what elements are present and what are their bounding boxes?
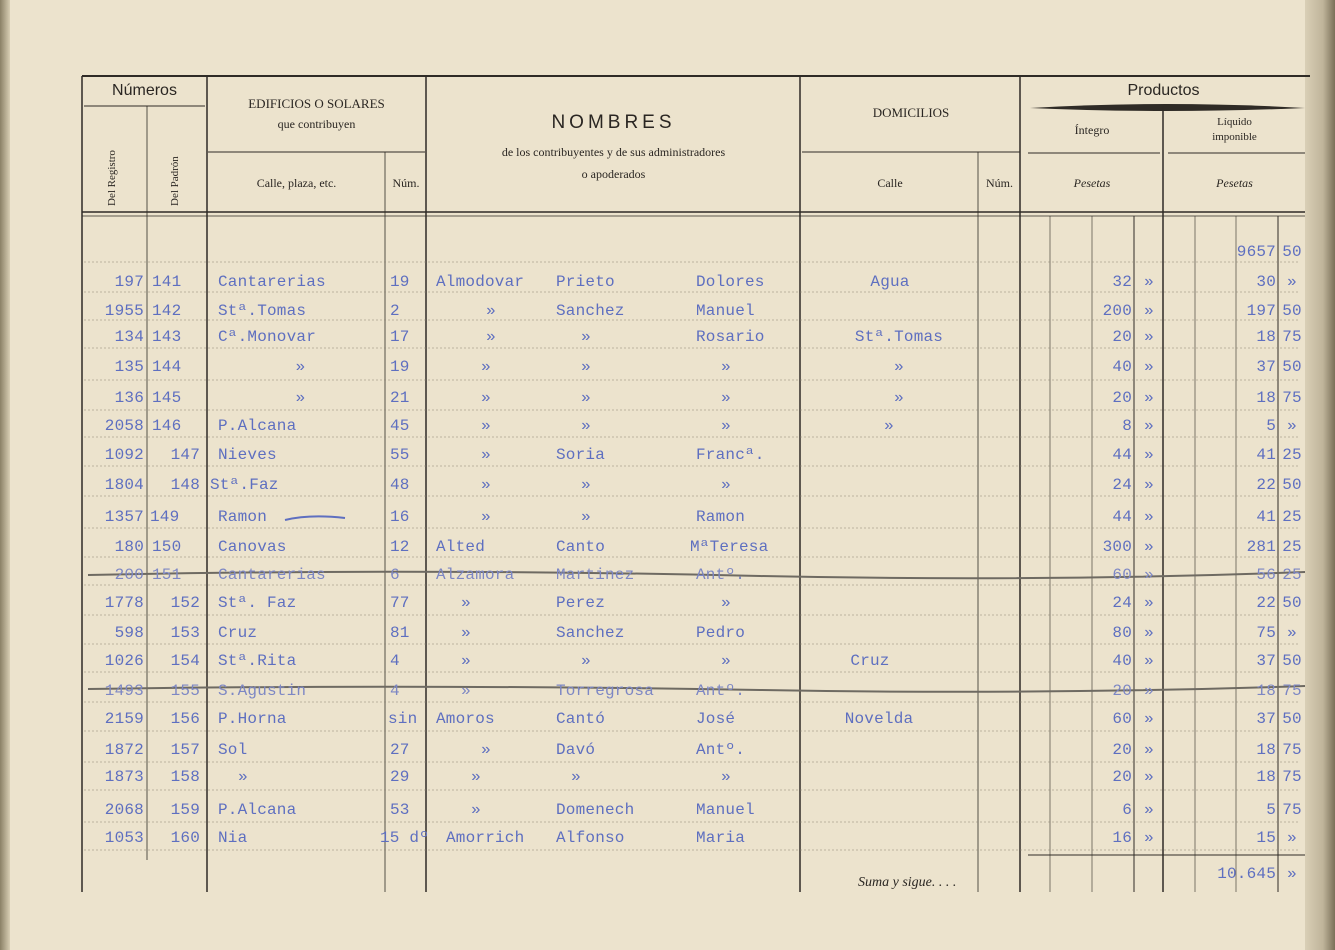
cell-apellido2: Sanchez <box>556 624 625 642</box>
cell-integro: 20 <box>1112 328 1132 346</box>
header-pesetas-integro: Pesetas <box>1073 176 1111 190</box>
cell-registro: 1026 <box>104 652 144 670</box>
cell-liquido: 30 <box>1256 273 1276 291</box>
cell-registro: 1053 <box>104 829 144 847</box>
header-que-contribuyen: que contribuyen <box>277 117 356 131</box>
cell-integro: 60 <box>1112 566 1132 584</box>
cell-nombre: Rosario <box>696 328 765 346</box>
header-num-domicilio: Núm. <box>986 176 1013 190</box>
cell-liquido-cents: 75 <box>1282 801 1302 819</box>
cell-liquido-cents: 50 <box>1282 594 1302 612</box>
cell-registro: 1873 <box>104 768 144 786</box>
cell-liquido-cents: 50 <box>1282 302 1302 320</box>
cell-num: 21 <box>390 389 410 407</box>
header-calle-plaza: Calle, plaza, etc. <box>256 176 337 190</box>
cell-padron: 147 <box>170 446 200 464</box>
cell-padron: 142 <box>152 302 182 320</box>
cell-padron: 155 <box>170 682 200 700</box>
cell-liquido-cents: 25 <box>1282 446 1302 464</box>
cell-padron: 159 <box>170 801 200 819</box>
cell-registro: 136 <box>114 389 144 407</box>
cell-integro-cents: » <box>1144 446 1154 464</box>
cell-domicilio: Stª.Tomas <box>854 328 944 346</box>
cell-padron: 160 <box>170 829 200 847</box>
cell-nombre: Ramon <box>696 508 746 526</box>
cell-padron: 144 <box>152 358 182 376</box>
cell-calle: S.Agustin <box>218 682 307 700</box>
cell-nombre: Manuel <box>696 302 755 320</box>
cell-integro-cents: » <box>1144 273 1154 291</box>
cell-padron: 151 <box>152 566 182 584</box>
cell-domicilio: » <box>894 389 904 407</box>
cell-apellido1: » <box>471 801 481 819</box>
cell-padron: 149 <box>150 508 180 526</box>
cell-nombre: » <box>721 476 731 494</box>
cell-apellido2: Prieto <box>556 273 615 291</box>
cell-num: 53 <box>390 801 410 819</box>
cell-apellido1: » <box>486 328 496 346</box>
cell-liquido: 5 <box>1266 417 1276 435</box>
header-edificios: EDIFICIOS O SOLARES <box>248 96 385 111</box>
cell-calle: Nia <box>218 829 248 847</box>
cell-num: 45 <box>390 417 410 435</box>
cell-integro-cents: » <box>1144 652 1154 670</box>
header-imponible: imponible <box>1212 131 1257 143</box>
cell-integro: 20 <box>1112 682 1132 700</box>
cell-integro-cents: » <box>1144 389 1154 407</box>
cell-liquido-cents: » <box>1287 417 1297 435</box>
header-del-registro: Del Registro <box>106 150 118 206</box>
cell-apellido1: » <box>461 682 471 700</box>
cell-calle: Stª.Tomas <box>218 302 307 320</box>
cell-integro-cents: » <box>1144 328 1154 346</box>
cell-liquido: 281 <box>1246 538 1276 556</box>
cell-calle: P.Horna <box>218 710 287 728</box>
header-contribuyentes: de los contribuyentes y de sus administradores <box>501 145 726 159</box>
cell-padron: 153 <box>170 624 200 642</box>
cell-apellido2: Sanchez <box>556 302 625 320</box>
cell-registro: 1955 <box>104 302 144 320</box>
cell-integro: 20 <box>1112 389 1132 407</box>
cell-liquido: 18 <box>1256 682 1276 700</box>
cell-num: sin <box>388 710 418 728</box>
cell-apellido2: » <box>581 476 591 494</box>
cell-calle: » <box>295 389 306 407</box>
cell-apellido1: » <box>471 768 481 786</box>
cell-padron: 141 <box>152 273 182 291</box>
cell-num: 19 <box>390 358 410 376</box>
cell-apellido2: Torregrosa <box>556 682 655 700</box>
cell-nombre: Maria <box>696 829 746 847</box>
cell-padron: 157 <box>170 741 200 759</box>
cell-apellido1: Amorrich <box>446 829 525 847</box>
cell-liquido-cents: 50 <box>1282 710 1302 728</box>
cell-registro: 180 <box>114 538 144 556</box>
cell-padron: 150 <box>152 538 182 556</box>
cell-apellido2: » <box>581 328 591 346</box>
cell-integro: 44 <box>1112 508 1132 526</box>
total-pesetas: 10.645 <box>1217 865 1276 883</box>
cell-calle: Cantarerias <box>218 566 326 584</box>
cell-apellido1: Almodovar <box>436 273 525 291</box>
cell-integro-cents: » <box>1144 594 1154 612</box>
cell-integro-cents: » <box>1144 741 1154 759</box>
cell-integro: 16 <box>1112 829 1132 847</box>
cell-integro-cents: » <box>1144 417 1154 435</box>
cell-num: 4 <box>390 652 400 670</box>
cell-calle: Nieves <box>218 446 277 464</box>
cell-apellido2: Martinez <box>556 566 635 584</box>
header-domicilios: DOMICILIOS <box>872 105 950 120</box>
cell-liquido: 22 <box>1256 476 1276 494</box>
cell-liquido-cents: 50 <box>1282 476 1302 494</box>
cell-calle: Cruz <box>218 624 258 642</box>
cell-integro: 200 <box>1102 302 1132 320</box>
cell-registro: 1493 <box>104 682 144 700</box>
cell-liquido-cents: 50 <box>1282 358 1302 376</box>
cell-integro-cents: » <box>1144 801 1154 819</box>
cell-integro-cents: » <box>1144 358 1154 376</box>
cell-num: 77 <box>390 594 410 612</box>
cell-integro-cents: » <box>1144 476 1154 494</box>
cell-registro: 1092 <box>104 446 144 464</box>
cell-integro-cents: » <box>1144 682 1154 700</box>
cell-calle: » <box>238 768 248 786</box>
cell-calle: Canovas <box>218 538 287 556</box>
cell-integro: 24 <box>1112 594 1132 612</box>
cell-liquido: 56 <box>1256 566 1276 584</box>
cell-registro: 200 <box>114 566 144 584</box>
cell-domicilio: Novelda <box>844 710 914 728</box>
cell-liquido: 75 <box>1256 624 1276 642</box>
cell-integro-cents: » <box>1144 566 1154 584</box>
cell-calle: » <box>295 358 306 376</box>
carried-total-pesetas: 9657 <box>1236 243 1276 261</box>
cell-apellido1: » <box>461 624 471 642</box>
cell-liquido-cents: 25 <box>1282 538 1302 556</box>
cell-integro: 40 <box>1112 358 1132 376</box>
cell-nombre: Antº. <box>696 682 746 700</box>
cell-liquido-cents: » <box>1287 624 1297 642</box>
header-pesetas-liquido: Pesetas <box>1216 176 1253 190</box>
cell-liquido-cents: 75 <box>1282 741 1302 759</box>
cell-apellido2: Cantó <box>556 710 606 728</box>
cell-registro: 2159 <box>104 710 144 728</box>
cell-apellido2: » <box>571 768 581 786</box>
header-numeros: Números <box>112 82 177 99</box>
cell-nombre: » <box>721 358 731 376</box>
cell-integro-cents: » <box>1144 538 1154 556</box>
cell-registro: 1357 <box>104 508 144 526</box>
total-cents: » <box>1287 865 1297 883</box>
cell-num: 81 <box>390 624 410 642</box>
cell-apellido1: » <box>481 508 491 526</box>
cell-num: 4 <box>390 682 400 700</box>
suma-y-sigue: Suma y sigue. . . . <box>858 875 957 890</box>
cell-padron: 152 <box>170 594 200 612</box>
cell-num: 6 <box>390 566 400 584</box>
header-calle: Calle <box>877 176 903 190</box>
cell-integro: 80 <box>1112 624 1132 642</box>
cell-liquido-cents: 25 <box>1282 508 1302 526</box>
cell-calle: Sol <box>218 741 248 759</box>
cell-nombre: » <box>721 417 731 435</box>
cell-apellido2: Domenech <box>556 801 635 819</box>
cell-liquido-cents: » <box>1287 273 1297 291</box>
cell-liquido: 22 <box>1256 594 1276 612</box>
cell-registro: 2068 <box>104 801 144 819</box>
header-apoderados: o apoderados <box>581 167 646 181</box>
cell-liquido-cents: 25 <box>1282 566 1302 584</box>
cell-calle: Stª.Rita <box>218 652 297 670</box>
cell-nombre: José <box>696 710 736 728</box>
cell-integro: 300 <box>1102 538 1132 556</box>
cell-liquido-cents: » <box>1287 829 1297 847</box>
cell-num: 16 <box>390 508 410 526</box>
cell-integro: 6 <box>1122 801 1132 819</box>
cell-nombre: » <box>721 768 731 786</box>
cell-liquido: 41 <box>1256 508 1276 526</box>
cell-nombre: Antº. <box>696 741 746 759</box>
cell-liquido: 18 <box>1256 741 1276 759</box>
cell-nombre: » <box>721 594 731 612</box>
cell-domicilio: Cruz <box>850 652 890 670</box>
cell-registro: 135 <box>114 358 144 376</box>
header-num-edificio: Núm. <box>392 176 420 190</box>
header-nombres: NOMBRES <box>551 112 676 133</box>
cell-apellido1: Alted <box>436 538 486 556</box>
cell-nombre: Francª. <box>696 446 765 464</box>
cell-calle: P.Alcana <box>218 801 297 819</box>
cell-liquido-cents: 75 <box>1282 768 1302 786</box>
cell-num: 12 <box>390 538 410 556</box>
cell-apellido1: Amoros <box>436 710 495 728</box>
cell-nombre: » <box>721 389 731 407</box>
cell-registro: 1778 <box>104 594 144 612</box>
cell-calle: Stª. Faz <box>218 594 297 612</box>
cell-liquido-cents: 50 <box>1282 652 1302 670</box>
cell-calle: Stª.Faz <box>210 476 279 494</box>
cell-padron: 156 <box>170 710 200 728</box>
cell-apellido2: Davó <box>556 741 596 759</box>
cell-liquido: 197 <box>1246 302 1276 320</box>
cell-liquido: 15 <box>1256 829 1276 847</box>
cell-calle: Ramon <box>218 508 268 526</box>
cell-integro: 20 <box>1112 741 1132 759</box>
cell-apellido1: » <box>481 741 491 759</box>
cell-nombre: Pedro <box>696 624 746 642</box>
cell-nombre: » <box>721 652 731 670</box>
header-del-padron: Del Padrón <box>169 156 181 206</box>
cell-integro: 32 <box>1112 273 1132 291</box>
cell-integro: 8 <box>1122 417 1132 435</box>
cell-apellido1: Alzamora <box>436 566 515 584</box>
cell-liquido: 18 <box>1256 389 1276 407</box>
cell-liquido-cents: 75 <box>1282 682 1302 700</box>
cell-registro: 197 <box>114 273 144 291</box>
cell-apellido2: » <box>581 389 591 407</box>
cell-padron: 143 <box>152 328 182 346</box>
cell-integro-cents: » <box>1144 508 1154 526</box>
cell-apellido1: » <box>481 358 491 376</box>
cell-num: 15 dº <box>380 829 430 847</box>
cell-apellido1: » <box>486 302 496 320</box>
cell-padron: 145 <box>152 389 182 407</box>
cell-num: 27 <box>390 741 410 759</box>
carried-total-cents: 50 <box>1282 243 1302 261</box>
cell-apellido2: » <box>581 508 591 526</box>
cell-num: 17 <box>390 328 410 346</box>
cell-num: 55 <box>390 446 410 464</box>
cell-liquido: 37 <box>1256 710 1276 728</box>
cell-padron: 146 <box>152 417 182 435</box>
cell-registro: 1872 <box>104 741 144 759</box>
cell-nombre: Antº. <box>696 566 746 584</box>
cell-registro: 1804 <box>104 476 144 494</box>
header-integro: Íntegro <box>1074 123 1110 137</box>
cell-apellido2: Soria <box>556 446 606 464</box>
cell-num: 29 <box>390 768 410 786</box>
cell-apellido1: » <box>461 652 471 670</box>
cell-liquido: 37 <box>1256 652 1276 670</box>
cell-domicilio: » <box>894 358 904 376</box>
cell-integro-cents: » <box>1144 768 1154 786</box>
cell-calle: P.Alcana <box>218 417 297 435</box>
cell-padron: 158 <box>170 768 200 786</box>
cell-nombre: Manuel <box>696 801 755 819</box>
cell-registro: 2058 <box>104 417 144 435</box>
cell-padron: 148 <box>170 476 200 494</box>
cell-apellido2: Alfonso <box>556 829 625 847</box>
cell-apellido2: Perez <box>556 594 606 612</box>
cell-registro: 134 <box>114 328 144 346</box>
cell-num: 19 <box>390 273 410 291</box>
cell-liquido: 5 <box>1266 801 1276 819</box>
cell-liquido-cents: 75 <box>1282 389 1302 407</box>
cell-apellido2: Canto <box>556 538 606 556</box>
cell-domicilio: » <box>884 417 894 435</box>
cell-liquido: 18 <box>1256 768 1276 786</box>
cell-padron: 154 <box>170 652 200 670</box>
cell-integro-cents: » <box>1144 302 1154 320</box>
header-liquido: Líquido <box>1217 116 1252 128</box>
cell-registro: 598 <box>114 624 144 642</box>
cell-integro: 60 <box>1112 710 1132 728</box>
cell-num: 2 <box>390 302 400 320</box>
cell-apellido1: » <box>481 446 491 464</box>
cell-integro: 20 <box>1112 768 1132 786</box>
cell-integro-cents: » <box>1144 829 1154 847</box>
cell-nombre: MªTeresa <box>690 538 769 556</box>
cell-apellido2: » <box>581 652 591 670</box>
cell-integro: 40 <box>1112 652 1132 670</box>
cell-apellido1: » <box>461 594 471 612</box>
cell-calle: Cantarerias <box>218 273 326 291</box>
cell-integro: 24 <box>1112 476 1132 494</box>
cell-num: 48 <box>390 476 410 494</box>
cell-liquido: 18 <box>1256 328 1276 346</box>
cell-apellido1: » <box>481 389 491 407</box>
cell-integro: 44 <box>1112 446 1132 464</box>
cell-liquido-cents: 75 <box>1282 328 1302 346</box>
header-productos: Productos <box>1127 82 1200 99</box>
cell-integro-cents: » <box>1144 710 1154 728</box>
cell-liquido: 41 <box>1256 446 1276 464</box>
cell-calle: Cª.Monovar <box>218 328 317 346</box>
cell-domicilio: Agua <box>870 273 910 291</box>
cell-apellido1: » <box>481 476 491 494</box>
cell-integro-cents: » <box>1144 624 1154 642</box>
cell-apellido1: » <box>481 417 491 435</box>
cell-liquido: 37 <box>1256 358 1276 376</box>
cell-nombre: Dolores <box>696 273 765 291</box>
cell-apellido2: » <box>581 417 591 435</box>
cell-apellido2: » <box>581 358 591 376</box>
